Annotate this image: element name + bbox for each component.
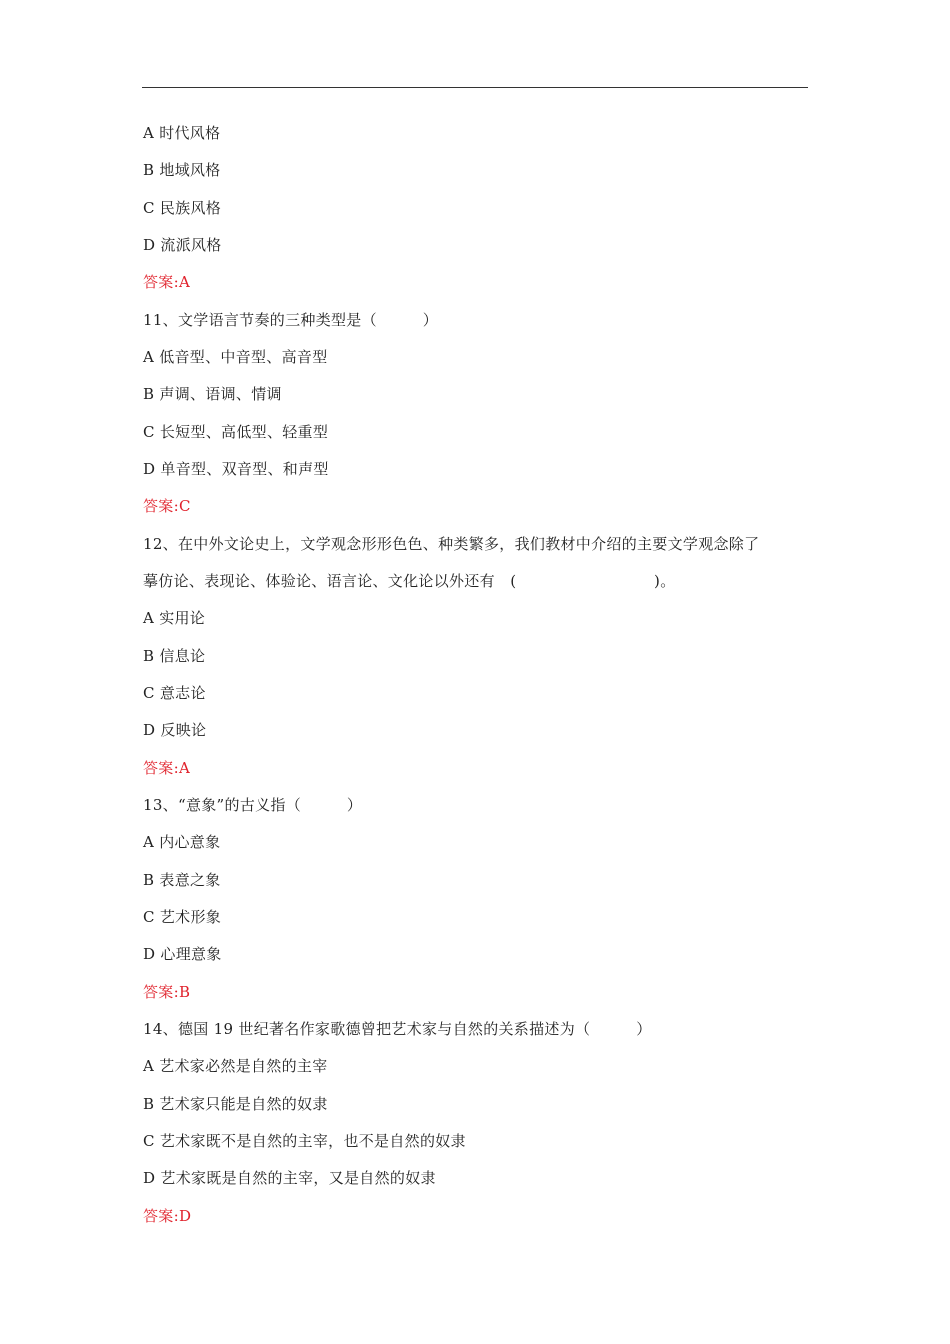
question-stem: 13、“意象”的古义指（ ） — [143, 795, 363, 814]
option-d: D 单音型、双音型、和声型 — [143, 459, 329, 478]
question-stem: 11、文学语言节奏的三种类型是（ ） — [143, 310, 439, 329]
option-a: A 艺术家必然是自然的主宰 — [143, 1057, 328, 1076]
answer-label: 答案:A — [143, 758, 191, 777]
option-c: C 艺术家既不是自然的主宰，也不是自然的奴隶 — [143, 1131, 466, 1150]
answer-label: 答案:B — [143, 982, 191, 1001]
option-d: D 心理意象 — [143, 945, 222, 964]
question-list — [143, 119, 813, 1239]
option-c: C 民族风格 — [143, 198, 222, 217]
question-stem-line1: 12、在中外文论史上，文学观念形形色色、种类繁多，我们教材中介绍的主要文学观念除了 — [143, 534, 760, 553]
option-a: A 低音型、中音型、高音型 — [143, 347, 328, 366]
option-b: B 艺术家只能是自然的奴隶 — [143, 1094, 328, 1113]
option-a: A 实用论 — [143, 609, 206, 628]
option-c: C 意志论 — [143, 683, 206, 702]
option-c: C 艺术形象 — [143, 907, 222, 926]
option-b: B 声调、语调、情调 — [143, 385, 282, 404]
answer-label: 答案:C — [143, 497, 191, 516]
header-rule — [142, 87, 808, 88]
option-d: D 反映论 — [143, 721, 207, 740]
option-b: B 表意之象 — [143, 870, 221, 889]
option-d: D 流派风格 — [143, 235, 222, 254]
question-stem: 14、德国 19 世纪著名作家歌德曾把艺术家与自然的关系描述为（ ） — [143, 1019, 652, 1038]
option-b: B 信息论 — [143, 646, 206, 665]
option-c: C 长短型、高低型、轻重型 — [143, 422, 329, 441]
option-b: B 地域风格 — [143, 161, 221, 180]
answer-label: 答案:D — [143, 1206, 192, 1225]
answer-label: 答案:A — [143, 273, 191, 292]
option-a: A 时代风格 — [143, 124, 221, 142]
option-a: A 内心意象 — [143, 833, 221, 852]
option-d: D 艺术家既是自然的主宰，又是自然的奴隶 — [143, 1169, 436, 1188]
question-stem-line2: 摹仿论、表现论、体验论、语言论、文化论以外还有 ( )。 — [143, 571, 676, 590]
